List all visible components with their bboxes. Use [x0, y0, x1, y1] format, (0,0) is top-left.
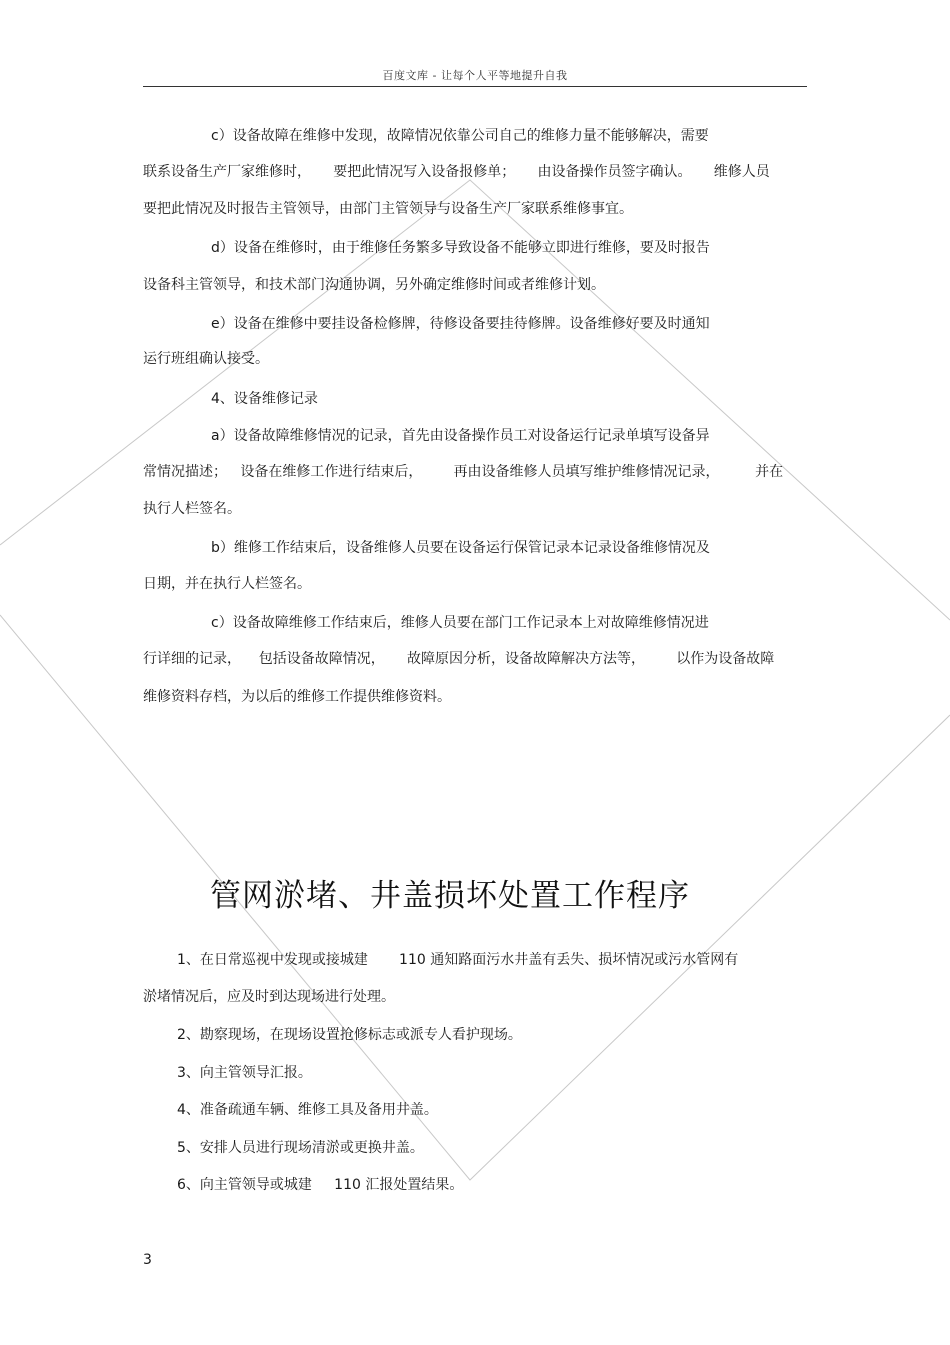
section-4-heading: 4、设备维修记录	[211, 391, 318, 407]
para-d-line-1: d）设备在维修时，由于维修任务繁多导致设备不能够立即进行维修，要及时报告	[211, 240, 710, 256]
page-header: 百度文库 - 让每个人平等地提升自我	[382, 69, 568, 82]
para-c-line-2: 联系设备生产厂家维修时， 要把此情况写入设备报修单； 由设备操作员签字确认。 维修人员	[143, 164, 770, 180]
step-3: 3、向主管领导汇报。	[177, 1065, 312, 1081]
para-a-line-2: 常情况描述； 设备在维修工作进行结束后， 再由设备维修人员填写维护维修情况记录， 并在	[143, 464, 784, 480]
para-e-line-2: 运行班组确认接受。	[143, 351, 269, 367]
para-e-line-1: e）设备在维修中要挂设备检修牌，待修设备要挂待修牌。设备维修好要及时通知	[211, 316, 710, 332]
para-a-line-3: 执行人栏签名。	[143, 501, 241, 517]
section-title: 管网淤堵、井盖损坏处置工作程序	[210, 878, 690, 914]
step-1-line-1: 1、在日常巡视中发现或接城建 110 通知路面污水井盖有丢失、损坏情况或污水管网有	[177, 952, 739, 968]
para-c-line-1: c）设备故障在维修中发现，故障情况依靠公司自己的维修力量不能够解决，需要	[211, 128, 709, 144]
para-c-line-3: 要把此情况及时报告主管领导，由部门主管领导与设备生产厂家联系维修事宜。	[143, 201, 633, 217]
page-number: 3	[143, 1252, 152, 1268]
step-5: 5、安排人员进行现场清淤或更换井盖。	[177, 1140, 424, 1156]
step-1-line-2: 淤堵情况后，应及时到达现场进行处理。	[143, 989, 395, 1005]
para-d-line-2: 设备科主管领导，和技术部门沟通协调，另外确定维修时间或者维修计划。	[143, 277, 605, 293]
step-2: 2、勘察现场，在现场设置抢修标志或派专人看护现场。	[177, 1027, 522, 1043]
para-a-line-1: a）设备故障维修情况的记录，首先由设备操作员工对设备运行记录单填写设备异	[211, 428, 710, 444]
para-c2-line-3: 维修资料存档，为以后的维修工作提供维修资料。	[143, 689, 451, 705]
para-c2-line-1: c）设备故障维修工作结束后，维修人员要在部门工作记录本上对故障维修情况进	[211, 615, 709, 631]
step-6: 6、向主管领导或城建 110 汇报处置结果。	[177, 1177, 464, 1193]
header-rule	[143, 86, 807, 87]
para-b-line-2: 日期，并在执行人栏签名。	[143, 576, 311, 592]
para-b-line-1: b）维修工作结束后，设备维修人员要在设备运行保管记录本记录设备维修情况及	[211, 540, 710, 556]
para-c2-line-2: 行详细的记录， 包括设备故障情况， 故障原因分析，设备故障解决方法等， 以作为设备故障	[143, 651, 775, 667]
step-4: 4、准备疏通车辆、维修工具及备用井盖。	[177, 1102, 438, 1118]
